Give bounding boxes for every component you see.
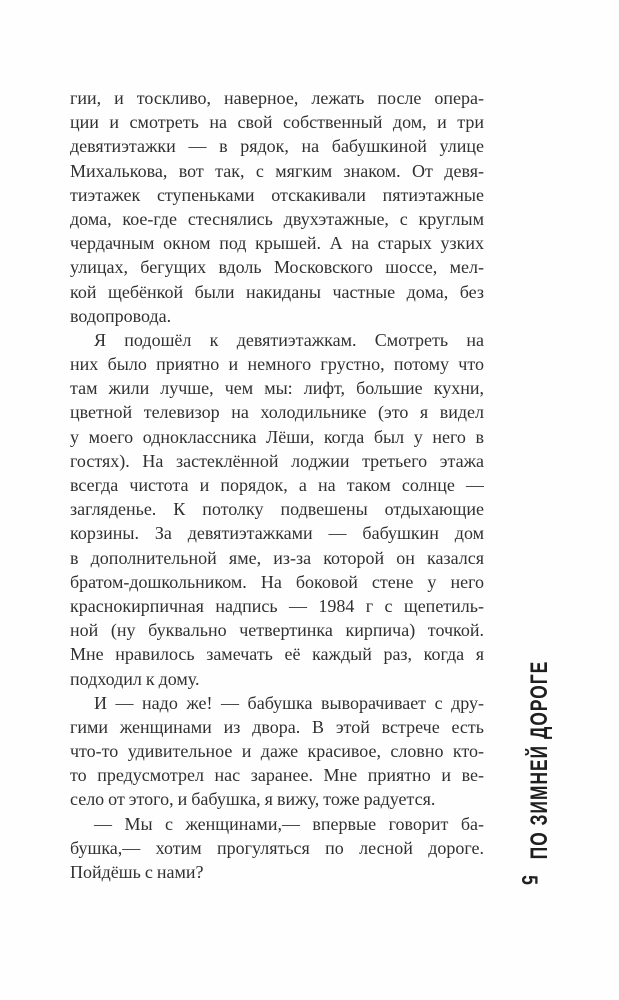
running-chapter-title-vertical: ПО ЗИМНЕЙ ДОРОГЕ [526, 660, 553, 860]
text-line: — Мы с женщинами,— впервые говорит ба- [94, 813, 484, 834]
page-number: 5 [517, 875, 542, 885]
text-line: И — надо же! — бабушка выворачивает с дру- [94, 692, 484, 713]
text-line: девятиэтажки — в рядок, на бабушкиной улице [70, 136, 484, 157]
text-line: улицах, бегущих вдоль Московского шоссе, мел- [70, 257, 484, 278]
text-line: тиэтажек ступеньками отскакивали пятиэтажные [70, 184, 484, 205]
text-line: них было приятно и немного грустно, потому что [70, 354, 484, 375]
text-line: загляденье. К потолку подвешены отдыхающие [70, 499, 484, 520]
text-line: цветной телевизор на холодильнике (это я видел [70, 402, 484, 423]
text-line: братом-дошкольником. На боковой стене у него [70, 571, 484, 592]
text-line: село от этого, и бабушка, я вижу, тоже радуется. [70, 789, 436, 810]
text-line: бушка,— хотим прогуляться по лесной дороге. [70, 837, 484, 858]
text-line: в дополнительной яме, из-за которой он казался [70, 547, 484, 568]
body-text-block [70, 86, 484, 884]
text-line: ной (ну буквально четвертинка кирпича) точкой. [70, 620, 484, 641]
text-line: корзины. За девятиэтажками — бабушкин дом [70, 523, 484, 544]
text-line: Мне нравилось замечать её каждый раз, когда я [70, 644, 484, 665]
text-line: гостях). На застеклённой лоджии третьего этажа [70, 450, 484, 471]
text-line: дома, кое-где стеснялись двухэтажные, с круглым [70, 208, 484, 229]
text-line: всегда чистота и порядок, а на таком солнце — [70, 475, 484, 495]
text-line: водопровода. [70, 305, 172, 326]
text-line: Пойдёшь с нами? [70, 862, 204, 882]
text-line: то предусмотрел нас заранее. Мне приятно и ве- [70, 765, 484, 786]
text-line: что-то удивительное и даже красивое, словно кто- [70, 741, 484, 762]
text-line: Я подошёл к девятиэтажкам. Смотреть на [94, 329, 484, 350]
text-line: ции и смотреть на свой собственный дом, и три [70, 112, 484, 133]
text-line: краснокирпичная надпись — 1984 г с щепетиль- [70, 595, 484, 616]
text-line: Михалькова, вот так, с мягким знаком. От девя- [70, 160, 484, 181]
text-line: гии, и тоскливо, наверное, лежать после опера- [70, 88, 484, 108]
text-line: у моего одноклассника Лёши, когда был у него в [70, 426, 484, 447]
text-line: чердачным окном под крышей. А на старых узких [70, 233, 484, 254]
text-line: кой щебёнкой были накиданы частные дома, без [70, 281, 484, 302]
text-line: подходил к дому. [70, 668, 200, 689]
text-line: там жили лучше, чем мы: лифт, большие кухни, [70, 378, 484, 399]
text-line: гими женщинами из двора. В этой встрече есть [70, 716, 484, 737]
